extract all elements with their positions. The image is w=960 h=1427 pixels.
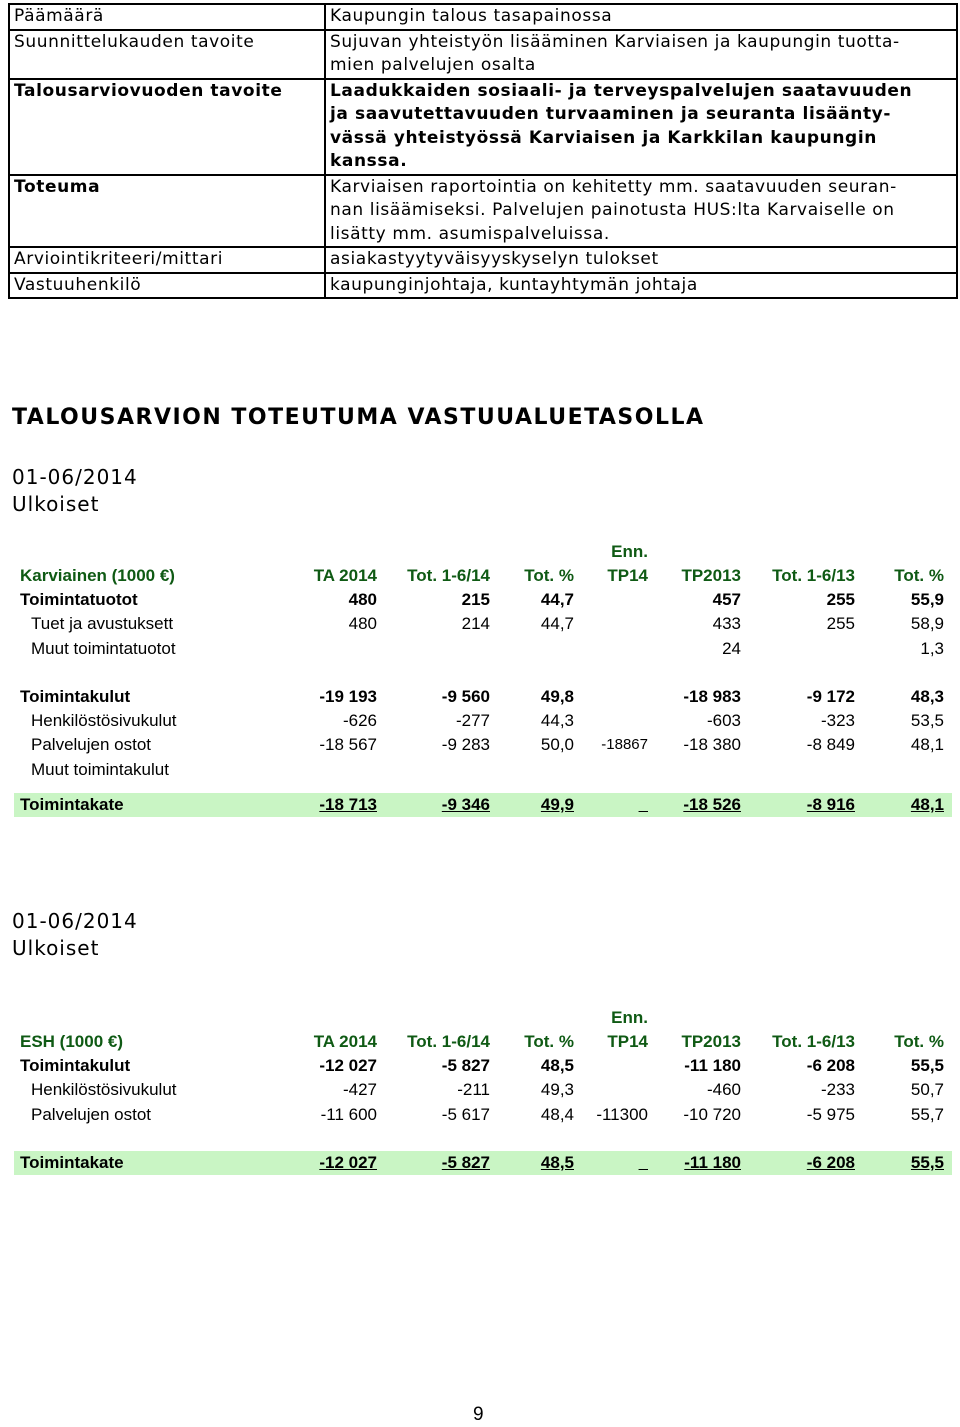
cell: -603 bbox=[706, 711, 741, 731]
header-c6: Tot. 1-6/13 bbox=[772, 566, 855, 585]
total-row bbox=[14, 1151, 952, 1175]
goal-value-line: Sujuvan yhteistyön lisääminen Karviaisen ja kaupungin tuotta- bbox=[330, 31, 900, 52]
cell: -18 983 bbox=[683, 686, 741, 706]
cell bbox=[639, 793, 648, 817]
goal-key: Talousarviovuoden tavoite bbox=[9, 79, 325, 175]
cell: 44,7 bbox=[540, 590, 574, 609]
table-row bbox=[14, 733, 952, 757]
period-block bbox=[12, 908, 138, 962]
cell: -11 180 bbox=[684, 1152, 741, 1172]
row-label: Toimintakulut bbox=[20, 686, 131, 706]
cell: -12 027 bbox=[319, 1056, 377, 1075]
scope-label: Ulkoiset bbox=[12, 936, 100, 960]
cell: 44,3 bbox=[540, 711, 574, 731]
header-enn: Enn. bbox=[611, 542, 648, 561]
cell: -10 720 bbox=[683, 1104, 741, 1124]
row-label: Palvelujen ostot bbox=[31, 735, 152, 755]
goal-value-line: Laadukkaiden sosiaali- ja terveyspalvelujen saatavuuden bbox=[330, 80, 913, 101]
cell: 50,7 bbox=[910, 1080, 944, 1100]
page-number: 9 bbox=[473, 1404, 484, 1425]
cell bbox=[639, 1151, 648, 1175]
cell: 55,7 bbox=[910, 1104, 944, 1124]
header-label: Karviainen (1000 €) bbox=[20, 566, 175, 585]
cell: -9 560 bbox=[441, 686, 490, 706]
cell: -18 567 bbox=[319, 735, 377, 755]
header-c5: TP2013 bbox=[681, 566, 741, 585]
goal-key: Vastuuhenkilö bbox=[9, 273, 325, 299]
table-header bbox=[14, 540, 952, 588]
goal-value-line: nan lisäämiseksi. Palvelujen painotusta HUS:lta Karvaiselle on bbox=[330, 200, 895, 220]
header-c4: TP14 bbox=[607, 566, 648, 585]
header-c2: Tot. 1-6/14 bbox=[407, 1032, 490, 1051]
cell: 49,9 bbox=[540, 795, 574, 815]
goal-value-line: kanssa. bbox=[330, 151, 408, 171]
cell: -12 027 bbox=[319, 1152, 377, 1172]
period-block bbox=[12, 464, 138, 518]
header-enn: Enn. bbox=[611, 1008, 648, 1027]
cell: -9 172 bbox=[806, 686, 855, 706]
header-c7: Tot. % bbox=[894, 566, 944, 585]
cell: -9 346 bbox=[441, 795, 490, 815]
cell: 55,5 bbox=[910, 1056, 944, 1075]
cell: -8 916 bbox=[806, 795, 855, 815]
cell: -18867 bbox=[601, 736, 648, 754]
row-label: Toimintakulut bbox=[20, 1056, 131, 1075]
cell: 1,3 bbox=[920, 638, 944, 658]
goal-value-line: ja saavutettavuuden turvaaminen ja seuranta lisäänty- bbox=[330, 104, 892, 124]
cell: 44,7 bbox=[540, 614, 574, 634]
goal-key: Päämäärä bbox=[9, 4, 325, 30]
goal-key: Suunnittelukauden tavoite bbox=[9, 30, 325, 79]
row-label: Tuet ja avustuksett bbox=[31, 614, 174, 634]
cell: -8 849 bbox=[806, 735, 855, 755]
header-c4: TP14 bbox=[607, 1032, 648, 1051]
goal-value-line: asiakastyytyväisyyskyselyn tulokset bbox=[330, 249, 659, 269]
cell: 48,4 bbox=[540, 1104, 574, 1124]
cell: -11 600 bbox=[320, 1104, 377, 1124]
cell: 55,5 bbox=[910, 1152, 944, 1172]
cell: 55,9 bbox=[910, 590, 944, 609]
esh-table bbox=[14, 1006, 952, 1175]
cell: 58,9 bbox=[910, 614, 944, 634]
header-c5: TP2013 bbox=[681, 1032, 741, 1051]
cell: -18 526 bbox=[683, 795, 741, 815]
total-row bbox=[14, 793, 952, 817]
goal-value-line: lisätty mm. asumispalveluissa. bbox=[330, 223, 610, 244]
spacer bbox=[14, 661, 952, 685]
cell: -18 380 bbox=[683, 735, 741, 755]
cell: -11 180 bbox=[684, 1056, 741, 1075]
goal-value bbox=[325, 30, 957, 79]
cell: -626 bbox=[342, 711, 377, 731]
table-row bbox=[14, 709, 952, 733]
cell: 48,5 bbox=[540, 1056, 574, 1075]
header-c3: Tot. % bbox=[524, 566, 574, 585]
header-c2: Tot. 1-6/14 bbox=[407, 566, 490, 585]
cell: 215 bbox=[461, 590, 490, 609]
goal-table bbox=[8, 3, 958, 299]
cell: -6 208 bbox=[806, 1152, 855, 1172]
cell: 433 bbox=[712, 614, 741, 634]
cell: -9 283 bbox=[441, 735, 490, 755]
cell: -11300 bbox=[596, 1104, 648, 1124]
cell: -6 208 bbox=[806, 1056, 855, 1075]
table-row bbox=[14, 758, 952, 782]
header-c1: TA 2014 bbox=[313, 566, 377, 585]
table-row bbox=[14, 637, 952, 661]
header-c6: Tot. 1-6/13 bbox=[772, 1032, 855, 1051]
karviainen-table bbox=[14, 540, 952, 817]
goal-value bbox=[325, 79, 957, 175]
cell: -5 617 bbox=[441, 1104, 490, 1124]
goal-value bbox=[325, 4, 957, 30]
cell: 480 bbox=[348, 614, 377, 634]
header-c7: Tot. % bbox=[894, 1032, 944, 1051]
cell: -427 bbox=[342, 1080, 377, 1100]
period-label: 01-06/2014 bbox=[12, 465, 138, 489]
cell: -5 827 bbox=[441, 1056, 490, 1075]
row-label: Muut toimintatuotot bbox=[31, 638, 176, 658]
goal-value bbox=[325, 273, 957, 299]
table-row bbox=[14, 1054, 952, 1078]
goal-row-paamaara bbox=[9, 4, 957, 30]
cell: 255 bbox=[826, 614, 855, 634]
cell: -233 bbox=[820, 1080, 855, 1100]
cell: 255 bbox=[826, 590, 855, 609]
goal-value-line: Kaupungin talous tasapainossa bbox=[330, 6, 613, 26]
goal-value-line: kaupunginjohtaja, kuntayhtymän johtaja bbox=[330, 274, 698, 295]
row-label: Henkilöstösivukulut bbox=[31, 1080, 177, 1100]
cell: -323 bbox=[820, 711, 855, 731]
table-row bbox=[14, 685, 952, 709]
cell: 48,1 bbox=[910, 795, 944, 815]
cell: 480 bbox=[348, 590, 377, 609]
goal-row-vastuuhenkilo bbox=[9, 273, 957, 299]
table-row bbox=[14, 1078, 952, 1102]
cell: 24 bbox=[722, 638, 741, 658]
row-label: Palvelujen ostot bbox=[31, 1104, 152, 1124]
goal-row-mittari bbox=[9, 247, 957, 273]
table-row bbox=[14, 612, 952, 636]
cell: 48,5 bbox=[540, 1152, 574, 1172]
cell: 457 bbox=[712, 590, 741, 609]
goal-key: Arviointikriteeri/mittari bbox=[9, 247, 325, 273]
goal-row-talousarviovuosi bbox=[9, 79, 957, 175]
cell: -19 193 bbox=[319, 686, 377, 706]
cell: -18 713 bbox=[319, 795, 377, 815]
table-header bbox=[14, 1006, 952, 1054]
cell: -277 bbox=[455, 711, 490, 731]
row-label: Henkilöstösivukulut bbox=[31, 711, 177, 731]
cell: 53,5 bbox=[910, 711, 944, 731]
goal-value-line: mien palvelujen osalta bbox=[330, 55, 536, 75]
cell: -5 827 bbox=[441, 1152, 490, 1172]
cell: 214 bbox=[461, 614, 490, 634]
scope-label: Ulkoiset bbox=[12, 492, 100, 516]
cell: 50,0 bbox=[540, 735, 574, 755]
period-label: 01-06/2014 bbox=[12, 909, 138, 933]
cell: 48,3 bbox=[910, 686, 944, 706]
goal-value-line: Karviaisen raportointia on kehitetty mm. saatavuuden seuran- bbox=[330, 176, 897, 197]
row-label: Toimintatuotot bbox=[20, 590, 138, 609]
table-row bbox=[14, 588, 952, 612]
row-label: Toimintakate bbox=[20, 795, 124, 815]
goal-key: Toteuma bbox=[9, 175, 325, 248]
goal-value-line: vässä yhteistyössä Karviaisen ja Karkkilan kaupungin bbox=[330, 127, 877, 148]
row-label: Toimintakate bbox=[20, 1152, 124, 1172]
header-c1: TA 2014 bbox=[313, 1032, 377, 1051]
cell: -211 bbox=[457, 1080, 490, 1100]
section-heading: TALOUSARVION TOTEUTUMA VASTUUALUETASOLLA bbox=[12, 405, 705, 430]
table-row bbox=[14, 1103, 952, 1127]
cell: 48,1 bbox=[910, 735, 944, 755]
goal-value bbox=[325, 247, 957, 273]
cell: -460 bbox=[706, 1080, 741, 1100]
row-label: Muut toimintakulut bbox=[31, 759, 169, 779]
goal-value bbox=[325, 175, 957, 248]
cell: 49,8 bbox=[540, 686, 574, 706]
cell: -5 975 bbox=[806, 1104, 855, 1124]
goal-row-toteuma bbox=[9, 175, 957, 248]
header-label: ESH (1000 €) bbox=[20, 1032, 123, 1051]
header-c3: Tot. % bbox=[524, 1032, 574, 1051]
cell: 49,3 bbox=[540, 1080, 574, 1100]
goal-row-suunnittelukausi bbox=[9, 30, 957, 79]
